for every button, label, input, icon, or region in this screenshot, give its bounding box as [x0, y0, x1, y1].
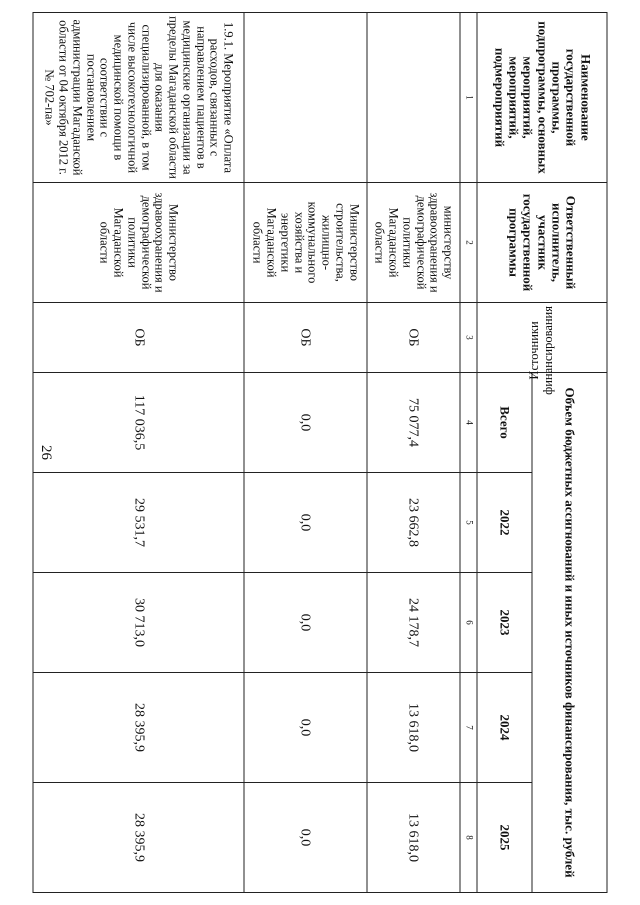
row-2024: 0,0 — [244, 673, 367, 783]
row-executor: Министерство здравоохранения и демографической политики Магаданской области — [33, 183, 244, 303]
column-number: 3 — [460, 303, 477, 373]
budget-table — [33, 12, 608, 893]
row-source: ОБ — [33, 303, 244, 373]
column-number: 4 — [460, 373, 477, 473]
column-number: 2 — [460, 183, 477, 303]
column-number: 7 — [460, 673, 477, 783]
column-number-row — [460, 13, 477, 893]
row-2023: 30 713,0 — [33, 573, 244, 673]
column-number: 6 — [460, 573, 477, 673]
row-name: 1.9.1. Мероприятие «Оплата расходов, связанных с направлением пациентов в медицинские организации за пределы Магаданской области для оказания специализированной, в том числе высокотехнологичной медицинской помощи в соответствии с постановлением администрации Магаданской области от 04 октября 2012 г. № 702-па» — [33, 13, 244, 183]
row-2025: 0,0 — [244, 783, 367, 893]
row-total: 75 077,4 — [367, 373, 460, 473]
column-number: 1 — [460, 13, 477, 183]
page-number: 26 — [38, 445, 54, 460]
header-name: Наименование государственной программы, подпрограммы, основных мероприятий, мероприятий, подмероприятий — [477, 13, 607, 183]
row-name — [367, 13, 460, 183]
row-2025: 28 395,9 — [33, 783, 244, 893]
header-2023: 2023 — [477, 573, 532, 673]
header-total: Всего — [477, 373, 532, 473]
header-source-label: Источники финансирования — [527, 306, 555, 395]
row-source: ОБ — [367, 303, 460, 373]
header-row-1 — [532, 13, 607, 893]
column-number: 5 — [460, 473, 477, 573]
header-2022: 2022 — [477, 473, 532, 573]
table-row — [33, 13, 244, 893]
row-2022: 0,0 — [244, 473, 367, 573]
table-row — [244, 13, 367, 893]
row-2025: 13 618,0 — [367, 783, 460, 893]
header-2024: 2024 — [477, 673, 532, 783]
row-executor: Министерство строительства, жилищно-коммунального хозяйства и энергетики Магаданской области — [244, 183, 367, 303]
table-row — [367, 13, 460, 893]
header-2025: 2025 — [477, 783, 532, 893]
row-executor: министерству здравоохранения и демографической политики Магаданской области — [367, 183, 460, 303]
row-2022: 23 662,8 — [367, 473, 460, 573]
rotated-page — [33, 12, 608, 892]
column-number: 8 — [460, 783, 477, 893]
row-total: 117 036,5 — [33, 373, 244, 473]
row-total: 0,0 — [244, 373, 367, 473]
row-2022: 29 531,7 — [33, 473, 244, 573]
row-2023: 0,0 — [244, 573, 367, 673]
row-2024: 13 618,0 — [367, 673, 460, 783]
header-budget-group: Объем бюджетных ассигнований и иных источников финансирования, тыс. рублей — [532, 373, 607, 893]
header-source — [477, 303, 607, 395]
row-2023: 24 178,7 — [367, 573, 460, 673]
row-source: ОБ — [244, 303, 367, 373]
row-name — [244, 13, 367, 183]
row-2024: 28 395,9 — [33, 673, 244, 783]
header-executor: Ответственный исполнитель, участник государственной программы — [477, 183, 607, 303]
